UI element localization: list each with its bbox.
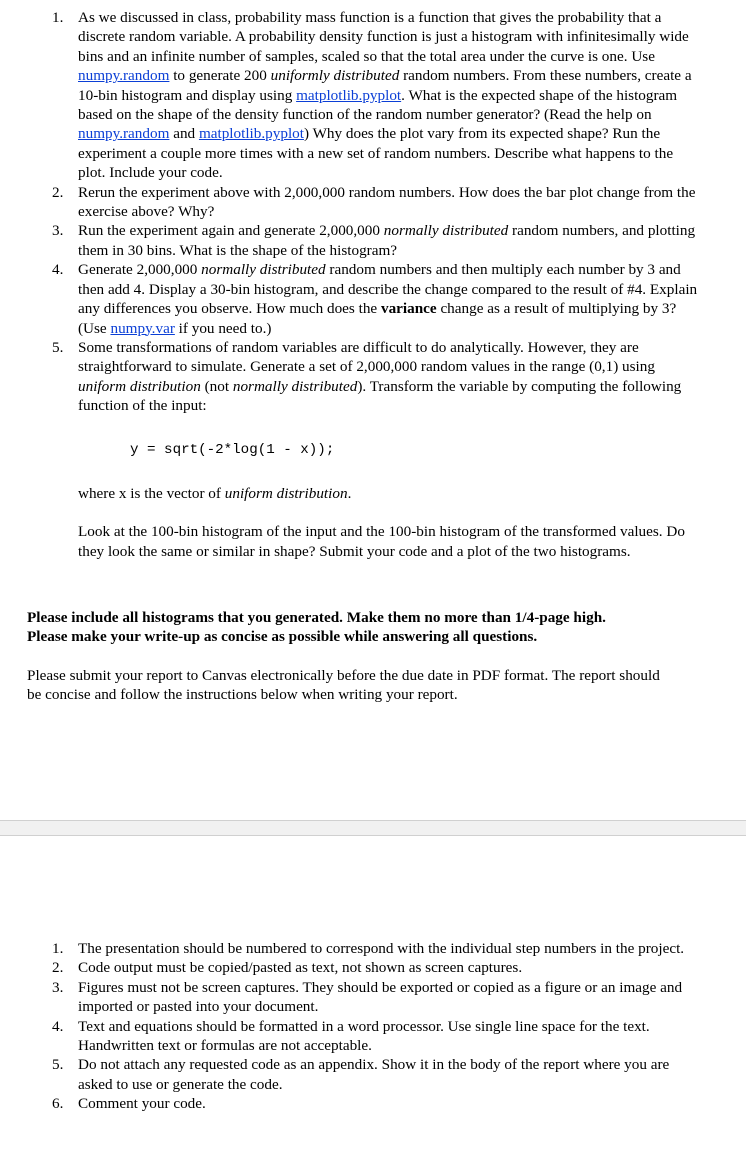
step-item bbox=[0, 183, 700, 222]
rule-text: Comment your code. bbox=[78, 1095, 206, 1113]
note-line: Please include all histograms that you generated. Make them no more than 1/4-page high. bbox=[27, 609, 606, 626]
submit-note: Please submit your report to Canvas electronically before the due date in PDF format. The report should be concise and follow the instructions below when writing your report. bbox=[27, 667, 660, 704]
report-rules-list bbox=[0, 939, 700, 1114]
rule-number: 1. bbox=[52, 940, 64, 957]
step-item bbox=[0, 8, 700, 183]
rule-item bbox=[0, 958, 700, 977]
step-number: 5. bbox=[52, 338, 64, 356]
step-text: Run the experiment again and generate 2,000,000 normally distributed random numbers, and plotting them in 30 bins. What is the shape of the histogram? bbox=[78, 222, 696, 259]
rule-number: 5. bbox=[52, 1056, 64, 1074]
rule-number: 3. bbox=[52, 978, 64, 996]
step-number: 1. bbox=[52, 9, 64, 26]
note-line: Please make your write-up as concise as possible while answering all questions. bbox=[27, 628, 538, 646]
rule-item bbox=[0, 1094, 700, 1113]
step-text: Generate 2,000,000 normally distributed random numbers and then multiply each number by 3 and then add 4. Display a 30-bin histogram, and describe the change compared to the result of #4. Explain any differences you observe. How much does the variance change as a result of multiplying by 3? (Use numpy.var if you need to.) bbox=[78, 261, 698, 337]
matplotlib-pyplot-link[interactable]: matplotlib.pyplot bbox=[198, 125, 304, 143]
step-text: Some transformations of random variables are difficult to do analytically. However, they are straightforward to simulate. Generate a set of 2,000,000 random values in the range (0,1) using uniform distribution (not normally distributed). Transform the variable by computing the following function of the input: bbox=[78, 338, 682, 415]
rule-item bbox=[0, 1017, 700, 1056]
step-item bbox=[0, 338, 700, 561]
matplotlib-pyplot-link[interactable]: matplotlib.pyplot bbox=[296, 86, 402, 104]
rule-text: Figures must not be screen captures. They should be exported or copied as a figure or an image and imported or pasted into your document. bbox=[78, 978, 683, 1016]
step-number: 3. bbox=[52, 222, 64, 240]
steps-list bbox=[0, 8, 700, 561]
closing-text: Look at the 100-bin histogram of the input and the 100-bin histogram of the transformed values. Do they look the same or similar in shape? Submit your code and a plot of the two histograms. bbox=[78, 523, 685, 560]
step-text: Rerun the experiment above with 2,000,000 random numbers. How does the bar plot change from the exercise above? Why? bbox=[78, 183, 696, 221]
rule-text: Code output must be copied/pasted as text, not shown as screen captures. bbox=[78, 959, 523, 977]
rule-item bbox=[0, 939, 700, 958]
step-number: 4. bbox=[52, 261, 64, 279]
where-text: where x is the vector of uniform distribution. bbox=[78, 484, 352, 502]
numpy-random-link[interactable]: numpy.random bbox=[78, 67, 170, 85]
rule-item bbox=[0, 978, 700, 1017]
step-item bbox=[0, 221, 700, 260]
numpy-random-link[interactable]: numpy.random bbox=[78, 125, 170, 143]
rule-text: Do not attach any requested code as an appendix. Show it in the body of the report where you are asked to use or generate the code. bbox=[78, 1056, 670, 1093]
page-separator bbox=[0, 820, 746, 836]
numpy-var-link[interactable]: numpy.var bbox=[110, 319, 175, 337]
step-text: As we discussed in class, probability mass function is a function that gives the probability that a discrete random variable. A probability density function is just a histogram with infinitesimally wide bins and an infinite number of samples, scaled so that the total area under the curve is one. Use numpy.random to generate 200 uniformly distributed random numbers. From these numbers, create a 10-bin histogram and display using matplotlib.pyplot. What is the expected shape of the histogram based on the shape of the density function of the random number generator? (Read the help on numpy.random and matplotlib.pyplot) Why does the plot vary from its expected shape? Run the experiment a couple more times with a new set of random numbers. Describe what happens to the plot. Include your code. bbox=[78, 9, 692, 182]
histogram-note bbox=[27, 608, 727, 647]
code-snippet: y = sqrt(-2*log(1 - x)); bbox=[130, 441, 335, 458]
rule-text: The presentation should be numbered to correspond with the individual step numbers in the project. bbox=[78, 940, 685, 957]
rule-number: 2. bbox=[52, 959, 64, 977]
rule-text: Text and equations should be formatted in a word processor. Use single line space for the text. Handwritten text or formulas are not acceptable. bbox=[78, 1017, 650, 1055]
step-number: 2. bbox=[52, 183, 64, 201]
step-item bbox=[0, 260, 700, 338]
rule-number: 6. bbox=[52, 1095, 64, 1113]
rule-item bbox=[0, 1055, 700, 1094]
rule-number: 4. bbox=[52, 1017, 64, 1035]
